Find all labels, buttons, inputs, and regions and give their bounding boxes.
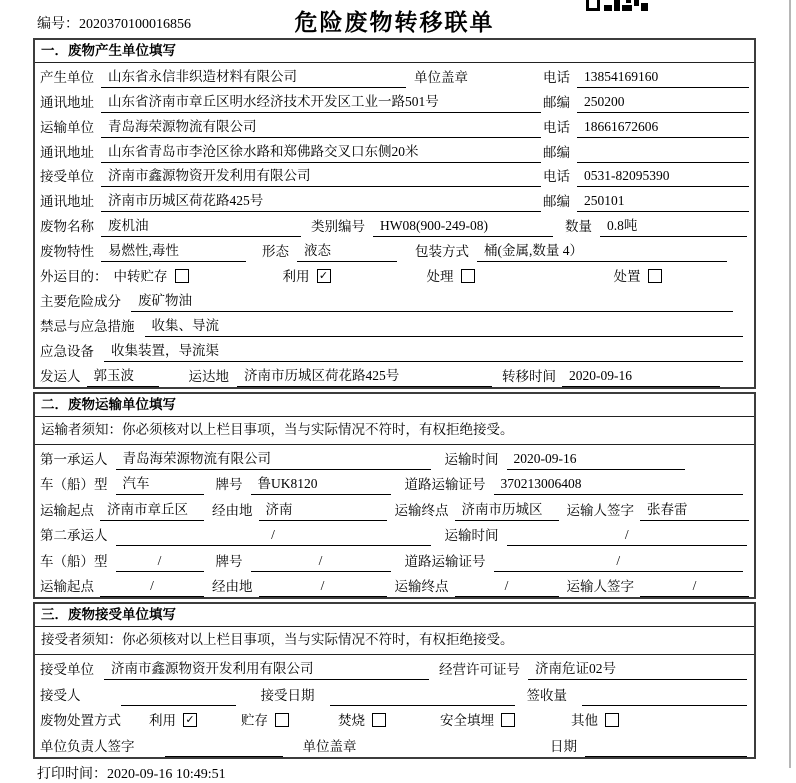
- row-receiving-unit: [35, 655, 754, 681]
- checkbox-disposal-landfill: [501, 713, 515, 727]
- field-destination: 济南市历城区荷花路425号: [237, 364, 492, 387]
- label-address: 通讯地址: [40, 94, 94, 110]
- field-signed-amount: [582, 688, 747, 706]
- row-taboo-measures: [35, 312, 754, 337]
- field-receiver-zip: 250101: [577, 193, 749, 212]
- checkbox-option-landfill: [440, 709, 515, 731]
- field-receiver-address: 济南市历城区荷花路425号: [101, 189, 541, 212]
- label-packing: 包装方式: [415, 244, 469, 260]
- checkbox-label: 贮存: [241, 713, 268, 729]
- checkbox-label: 处置: [613, 269, 641, 285]
- field-producer-unit: 山东省永信非织造材料有限公司: [101, 65, 406, 88]
- label-road-permit: 道路运输证号: [404, 477, 486, 493]
- field-plate-number-1: 鲁UK8120: [251, 472, 391, 495]
- label-producer-unit: 产生单位: [40, 69, 94, 85]
- field-quantity: 0.8吨: [600, 214, 747, 237]
- label-route-end: 运输终点: [394, 502, 449, 518]
- field-transporter-address: 山东省青岛市李沧区徐水路和郑佛路交叉口东侧20米: [101, 140, 541, 163]
- field-transporter-phone: 18661672606: [577, 119, 749, 138]
- field-road-permit-2: /: [494, 553, 744, 572]
- field-transporter-unit: 青岛海荣源物流有限公司: [101, 115, 541, 138]
- field-waste-name: 废机油: [101, 214, 301, 237]
- doc-number-label: 编号：: [37, 17, 79, 32]
- label-vehicle-type: 车（船）型: [40, 477, 108, 493]
- section-transporter: [33, 392, 756, 599]
- field-category-code: HW08(900-249-08): [373, 218, 553, 237]
- print-time: [37, 763, 796, 783]
- page-title: 危险废物转移联单: [294, 9, 495, 35]
- row-route-2: [35, 572, 754, 597]
- row-disposal-method: [35, 706, 754, 732]
- checkbox-label: 其他: [571, 713, 598, 729]
- field-receiver-phone: 0531-82095390: [577, 168, 749, 187]
- field-second-carrier: /: [116, 527, 431, 546]
- row-receiving-person: [35, 680, 754, 706]
- checkbox-treat: [461, 269, 475, 283]
- row-producer-address: [35, 88, 754, 113]
- label-quantity: 数量: [565, 219, 592, 235]
- label-carrier-signature: 运输人签字: [566, 578, 634, 594]
- field-route-end-1: 济南市历城区: [455, 498, 559, 521]
- label-route-via: 经由地: [212, 502, 253, 518]
- field-waste-traits: 易燃性,毒性: [101, 239, 246, 262]
- field-emergency-equipment: 收集装置，导流渠: [104, 339, 743, 362]
- label-hazard-component: 主要危险成分: [40, 293, 121, 309]
- row-waste-name: [35, 212, 754, 237]
- label-waste-name: 废物名称: [40, 219, 94, 235]
- label-license-number: 经营许可证号: [439, 662, 520, 678]
- field-route-start-2: /: [100, 578, 204, 597]
- field-receiving-person: [121, 688, 236, 706]
- label-route-end: 运输终点: [394, 578, 449, 594]
- row-vehicle-1: [35, 470, 754, 495]
- field-date: [585, 739, 747, 757]
- label-second-carrier: 第二承运人: [40, 528, 108, 544]
- checkbox-option-treat: [427, 265, 475, 287]
- field-receiver-unit: 济南市鑫源物资开发利用有限公司: [101, 164, 541, 187]
- checkbox-label: 安全填埋: [440, 713, 494, 729]
- row-second-carrier: [35, 521, 754, 546]
- label-address: 通讯地址: [40, 194, 94, 210]
- label-transfer-purpose: 外运目的：: [40, 269, 108, 285]
- label-zip: 邮编: [543, 194, 570, 210]
- checkbox-option-transfer-storage: [114, 265, 189, 287]
- label-plate-number: 牌号: [215, 553, 243, 569]
- label-taboo-measures: 禁忌与应急措施: [40, 318, 135, 334]
- label-route-via: 经由地: [212, 578, 253, 594]
- label-transfer-time: 转移时间: [502, 368, 556, 384]
- row-chief-signature: [35, 731, 754, 757]
- field-transfer-time: 2020-09-16: [562, 368, 720, 387]
- label-chief-signature: 单位负责人签字: [40, 738, 135, 754]
- section-receiver: [33, 602, 756, 759]
- label-phone: 电话: [543, 119, 570, 135]
- section-producer: [33, 38, 756, 389]
- checkbox-option-utilize: [149, 709, 197, 731]
- label-zip: 邮编: [543, 144, 570, 160]
- checkbox-dispose: [648, 269, 662, 283]
- label-unit-seal: 单位盖章: [302, 738, 357, 754]
- field-hazard-component: 废矿物油: [131, 289, 733, 312]
- label-disposal-method: 废物处置方式: [40, 713, 121, 729]
- field-license-number: 济南危证02号: [528, 657, 747, 680]
- label-category-code: 类别编号: [311, 219, 365, 235]
- label-receiver-unit: 接受单位: [40, 169, 94, 185]
- label-transport-time: 运输时间: [444, 451, 499, 467]
- print-time-label: 打印时间：: [37, 766, 107, 782]
- doc-number-value: 2020370100016856: [79, 17, 191, 32]
- label-receiving-unit: 接受单位: [40, 662, 94, 678]
- label-first-carrier: 第一承运人: [40, 451, 108, 467]
- label-destination: 运达地: [188, 368, 229, 384]
- field-route-end-2: /: [455, 578, 559, 597]
- row-emergency-equipment: [35, 337, 754, 362]
- label-transporter-unit: 运输单位: [40, 119, 94, 135]
- field-shipper: 郭玉波: [87, 364, 159, 387]
- transporter-notice: 运输者须知：你必须核对以上栏目事项，当与实际情况不符时，有权拒绝接受。: [35, 417, 754, 445]
- label-signed-amount: 签收量: [526, 687, 567, 703]
- row-transporter-unit: [35, 113, 754, 138]
- field-producer-address: 山东省济南市章丘区明水经济技术开发区工业一路501号: [101, 90, 541, 113]
- field-transport-time-1: 2020-09-16: [507, 451, 685, 470]
- checkbox-label: 处理: [426, 269, 454, 285]
- checkbox-disposal-utilize: ✓: [183, 713, 197, 727]
- field-road-permit-1: 370213006408: [494, 476, 744, 495]
- field-form: 液态: [297, 239, 397, 262]
- label-unit-seal: 单位盖章: [414, 69, 468, 85]
- checkbox-label: 利用: [149, 713, 176, 729]
- row-receiver-unit: [35, 163, 754, 188]
- field-first-carrier: 青岛海荣源物流有限公司: [116, 447, 431, 470]
- row-hazard-component: [35, 287, 754, 312]
- label-address: 通讯地址: [40, 144, 94, 160]
- label-shipper: 发运人: [40, 368, 81, 384]
- checkbox-label: 利用: [282, 269, 310, 285]
- row-receiver-address: [35, 187, 754, 212]
- label-phone: 电话: [543, 169, 570, 185]
- row-producer-unit: [35, 63, 754, 88]
- row-transporter-address: [35, 138, 754, 163]
- row-transfer-purpose: [35, 262, 754, 287]
- label-route-start: 运输起点: [40, 578, 94, 594]
- row-waste-traits: [35, 237, 754, 262]
- field-route-via-2: /: [259, 578, 387, 597]
- document-header: [0, 0, 796, 38]
- field-producer-zip: 250200: [577, 94, 749, 113]
- field-route-start-1: 济南市章丘区: [100, 498, 204, 521]
- checkbox-label: 焚烧: [338, 713, 365, 729]
- field-packing: 桶(金属,数量 4）: [477, 239, 727, 262]
- checkbox-label: 中转贮存: [113, 269, 168, 285]
- label-emergency-equipment: 应急设备: [40, 343, 94, 359]
- field-route-via-1: 济南: [259, 498, 387, 521]
- checkbox-option-incinerate: [338, 709, 386, 731]
- checkbox-option-dispose: [614, 265, 662, 287]
- field-transport-time-2: /: [507, 527, 748, 546]
- field-transporter-zip: [577, 145, 749, 163]
- checkbox-transfer-storage: [175, 269, 189, 283]
- field-vehicle-type-1: 汽车: [116, 472, 204, 495]
- label-zip: 邮编: [543, 94, 570, 110]
- page-edge-divider: [789, 0, 791, 768]
- field-receiving-unit: 济南市鑫源物资开发利用有限公司: [104, 657, 429, 680]
- label-route-start: 运输起点: [40, 502, 94, 518]
- section2-header: 二．废物运输单位填写: [35, 394, 754, 417]
- field-producer-phone: 13854169160: [577, 69, 749, 88]
- field-taboo-measures: 收集、导流: [145, 314, 744, 337]
- label-road-permit: 道路运输证号: [404, 553, 486, 569]
- checkbox-option-storage: [241, 709, 289, 731]
- checkbox-option-other: [571, 709, 619, 731]
- checkbox-disposal-storage: [275, 713, 289, 727]
- checkbox-disposal-incinerate: [372, 713, 386, 727]
- section1-header: 一．废物产生单位填写: [35, 40, 754, 63]
- checkbox-disposal-other: [605, 713, 619, 727]
- row-shipper: [35, 362, 754, 387]
- label-receiving-date: 接受日期: [260, 687, 315, 703]
- field-plate-number-2: /: [251, 553, 391, 572]
- receiver-notice: 接受者须知：你必须核对以上栏目事项，当与实际情况不符时，有权拒绝接受。: [35, 627, 754, 655]
- field-carrier-signature-1: 张春雷: [640, 498, 749, 521]
- label-receiving-person: 接受人: [40, 687, 81, 703]
- section3-header: 三．废物接受单位填写: [35, 604, 754, 627]
- label-date: 日期: [550, 738, 577, 754]
- label-form: 形态: [262, 244, 289, 260]
- print-time-value: 2020-09-16 10:49:51: [107, 766, 226, 782]
- label-plate-number: 牌号: [215, 477, 243, 493]
- row-route-1: [35, 495, 754, 520]
- row-vehicle-2: [35, 546, 754, 571]
- field-vehicle-type-2: /: [116, 553, 204, 572]
- label-phone: 电话: [543, 69, 570, 85]
- field-carrier-signature-2: /: [640, 578, 749, 597]
- label-vehicle-type: 车（船）型: [40, 553, 108, 569]
- label-transport-time: 运输时间: [444, 528, 499, 544]
- label-waste-traits: 废物特性: [40, 244, 94, 260]
- checkbox-option-utilize: [283, 265, 331, 287]
- field-receiving-date: [330, 688, 515, 706]
- checkbox-utilize: ✓: [317, 269, 331, 283]
- field-chief-signature: [165, 739, 283, 757]
- label-carrier-signature: 运输人签字: [566, 502, 634, 518]
- row-first-carrier: [35, 445, 754, 470]
